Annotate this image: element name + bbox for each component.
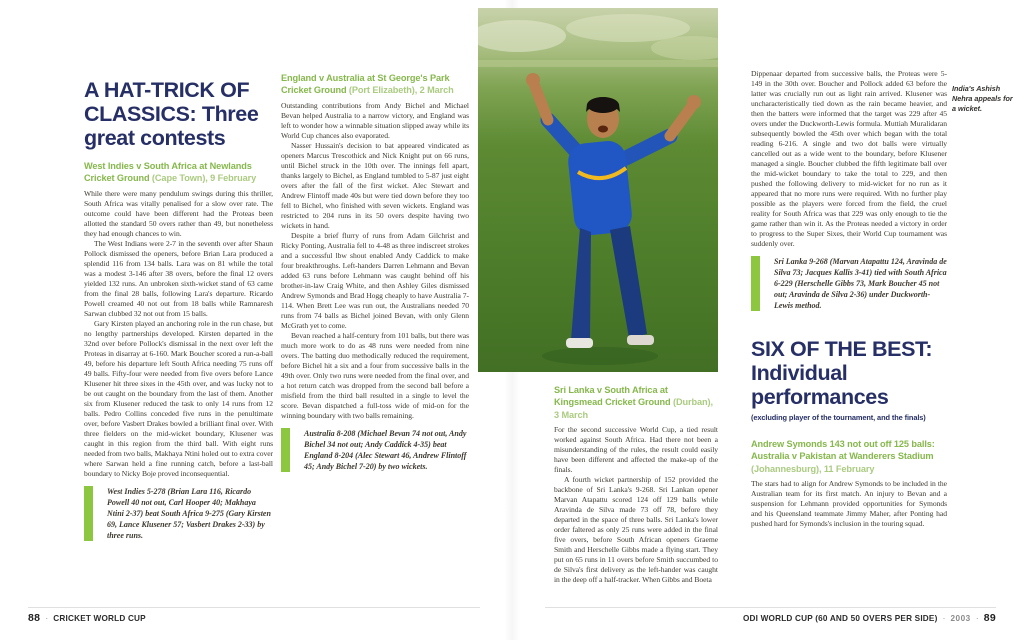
paragraph: The stars had to align for Andrew Symonds to be included in the Australian team for its first match. An injury to Bevan and a suspension for Lehmann provided opportunities for Symonds and his Queensland teammate Jimmy Maher, after Ponting had pushed hard for Symonds's inclusion in the touring squad. [751,479,947,529]
match2-heading-teams: England v Australia at St George's Park Cricket Ground [281,73,450,96]
paragraph: Bevan reached a half-century from 101 balls, but there was much more work to do as 48 runs were needed from nine overs. The batting duo methodically reduced the requirement, before Bichel hit a six and a four from successive balls in the 49th over. Only two runs were needed from the final over, and a hot return catch was dropped from the second ball before a misfield from the third ball resulted in a single to level the score. Bevan dispatched a full-toss wide of mid-on for the winning boundary with two balls remaining. [281,330,469,420]
symonds-entry-heading [751,438,947,475]
footer-year: 2003 [950,614,971,623]
symonds-entry-heading-venue: (Johannesburg), 11 February [751,463,875,474]
match3-result-text: Sri Lanka 9-268 (Marvan Atapattu 124, Aravinda de Silva 73; Jacques Kallis 3-41) tied with South Africa 6-229 (Herschelle Gibbs 73, Mark Boucher 45 not out; Aravinda de Silva 2-36) under Duckworth-Lewis method. [774,257,947,310]
paragraph: Despite a brief flurry of runs from Adam Gilchrist and Ricky Ponting, Australia fell to 4-48 as three indiscreet strokes and a successful lbw shout enabled Andy Caddick to make four breakthroughs. Left-handers Darren Lehmann and Bevan added 63 runs before Lehmann was caught behind off his brother-in-law Craig White, and then Ashley Giles dismissed Andrew Symonds and Brad Hogg cheaply to have Australia 7-114. When Brett Lee was run out, the Australians needed 70 runs from 74 balls as Bichel joined Bevan, with only Glenn McGrath yet to come. [281,230,469,330]
six-of-the-best-subtitle: (excluding player of the tournament, and the finals) [751,413,926,422]
match3-heading-venue: (Durban), 3 March [554,397,713,420]
match1-heading-teams: West Indies v South Africa at Newlands Cricket Ground [84,161,252,184]
paragraph: The West Indians were 2-7 in the seventh over after Shaun Pollock dismissed the openers, before Brian Lara produced a splendid 116 from 134 balls. Lara was on 81 while the total was a modest 3-146 after 38 overs, before the final 12 overs yielded 132 runs. An unbroken sixth-wicket stand of 63 came from the final 28 balls, following Lara's departure. Ricardo Powell creamed 40 not out from 18 balls while Ramnaresh Sarwan clubbed 32 not out from 15 balls. [84,238,273,318]
page-title: A HAT-TRICK OF CLASSICS: Three great contests [84,78,259,150]
footer-right [743,612,996,624]
page-number-right: 89 [983,612,996,624]
paragraph: For the second successive World Cup, a tied result worked against South Africa. Had there not been a misunderstanding of the rules, the result could easily have been different and affected the make-up of the finals. [554,425,718,475]
match1-heading-venue: (Cape Town), 9 February [149,173,257,184]
paragraph: While there were many pendulum swings during this thriller, South Africa was vitally penalised for a slow over rate. The outcome could have been different had the Proteas been allotted the standard 50 overs rather than 49, but nonetheless they had enough chances to win. [84,188,273,238]
bowler-appeal-illustration [478,8,718,372]
photo-bowler-appeal [478,8,718,372]
footer-separator: · [45,613,49,623]
footer-rule-left [28,607,480,608]
footer-left [28,612,146,624]
footer-rule-right [545,607,996,608]
paragraph: A fourth wicket partnership of 152 provided the backbone of Sri Lanka's 9-268. Sri Lankan opener Marvan Atapattu scored 124 off 129 balls while Aravinda de Silva made 73 off 78, before they departed in the space of three balls. Sri Lanka's lower order faltered as only 25 runs were added in the final five overs, before South African openers Graeme Smith and Herschelle Gibbs made a flying start. They put on 65 runs in 11 overs before Smith succumbed to de Silva's first delivery as the left-hander was caught in the deep off a half-tracker. When Gibbs and Boeta [554,475,718,585]
article-hat-trick-col1 [84,78,273,541]
match3-heading-teams: Sri Lanka v South Africa at Kingsmead Cricket Ground [554,385,671,408]
paragraph: Dippenaar departed from successive balls, the Proteas were 5-149 in the 30th over. Boucher and Pollock added 63 before the latter was crucially run out as light rain arrived. Klusener was uncharacteristically tied down as the rain became heavier, and then the batters were informed that the target was 229 after 45 overs under the Duckworth-Lewis formula. Muttiah Muralidaran subsequently bowled the 45th over which began with the total reading 6-216. A single and two dot balls were virtually cancelled out as a wide went to the boundary, before Klusener managed a single. Boucher clubbed the fifth legitimate ball over the mid-wicket boundary to take the total to 229, and then pushed the following delivery to mid-wicket for no run as it appeared that no more runs were required. With no further play possible as the players were forced from the field, the cruel reality for South Africa was that 229 was only enough to tie the game rather than win it. As the Proteas needed a victory in order to progress to the Super Sixes, their World Cup tournament was suddenly over. [751,69,947,248]
match2-result-text: Australia 8-208 (Michael Bevan 74 not out, Andy Bichel 34 not out; Andy Caddick 4-35) beat England 8-204 (Alec Stewart 46, Andrew Flintoff 45; Andy Bichel 7-20) by two wickets. [304,428,467,471]
match1-result-text: West Indies 5-278 (Brian Lara 116, Ricardo Powell 40 not out, Carl Hooper 40; Makhaya Ntini 2-37) beat South Africa 9-275 (Gary Kirsten 69, Lance Klusener 57; Vasbert Drakes 2-33) by three runs. [107,486,271,540]
match2-heading-venue: (Port Elizabeth), 2 March [346,85,454,96]
footer-separator: · [942,613,946,623]
match1-heading [84,160,273,185]
match3-heading [554,384,718,421]
match1-result-box [84,486,273,541]
match2-heading [281,72,469,97]
match3-result-box [751,256,947,311]
footer-left-label: CRICKET WORLD CUP [53,614,146,623]
page-number-left: 88 [28,612,41,624]
paragraph: Nasser Hussain's decision to bat appeared vindicated as openers Marcus Trescothick and Nick Knight put on 66 runs, until Bichel struck in the 10th over. The innings fell apart, thanks largely to Bichel, as England tumbled to 5-87 just eight overs after the fall of the first wicket. Alec Stewart and Andrew Flintoff made 40s but were tied down before they too fell to Bichel, who finished with seven wickets. England was restricted to 204 runs in its 50 overs despite having two wickets in hand. [281,140,469,230]
right-page-column [751,69,947,529]
symonds-entry-heading-main: Andrew Symonds 143 not out off 125 balls: Australia v Pakistan at Wanderers Stadium [751,439,935,462]
footer-right-label: ODI WORLD CUP (60 AND 50 OVERS PER SIDE) [742,614,938,623]
six-of-the-best-title: SIX OF THE BEST: Individual performances [751,337,933,409]
paragraph: Gary Kirsten played an anchoring role in the run chase, but no lengthy partnerships developed. Kirsten departed in the 32nd over before Pollock's dismissal in the next over left the Proteas in disarray at 6-160. Mark Boucher scored a run-a-ball 49, before his departure left South Africa needing 75 runs off 49 balls. Fifty-four were needed from five overs before Lance Klusener hit three sixes in the 45th over, and was lucky not to be out caught on the boundary from the last of them. Another six from Klusener reduced the task to only 14 runs from 12 balls. Pedro Collins conceded five runs in the penultimate over, before Vasbert Drakes bowled a brilliant final over. With three fielders on the mid-wicket boundary, Klusener was caught in this region from the third ball. With eight runs needed from two balls, Makhaya Ntini holed out to extra cover where Sarwan held a fine running catch, before a last-ball boundary to Nicky Boje proved inconsequential. [84,318,273,478]
paragraph: Outstanding contributions from Andy Bichel and Michael Bevan helped Australia to a narrow victory, and England was left to wonder how a winnable situation slipped away while its World Cup chances also evaporated. [281,100,469,140]
footer-separator: · [975,613,979,623]
result-bar [84,486,93,541]
result-bar [751,256,760,311]
article-hat-trick-col3 [554,384,718,585]
photo-caption: India's Ashish Nehra appeals for a wicket. [952,84,1013,113]
match2-result-box [281,428,469,472]
article-hat-trick-col2 [281,72,469,472]
result-bar [281,428,290,472]
